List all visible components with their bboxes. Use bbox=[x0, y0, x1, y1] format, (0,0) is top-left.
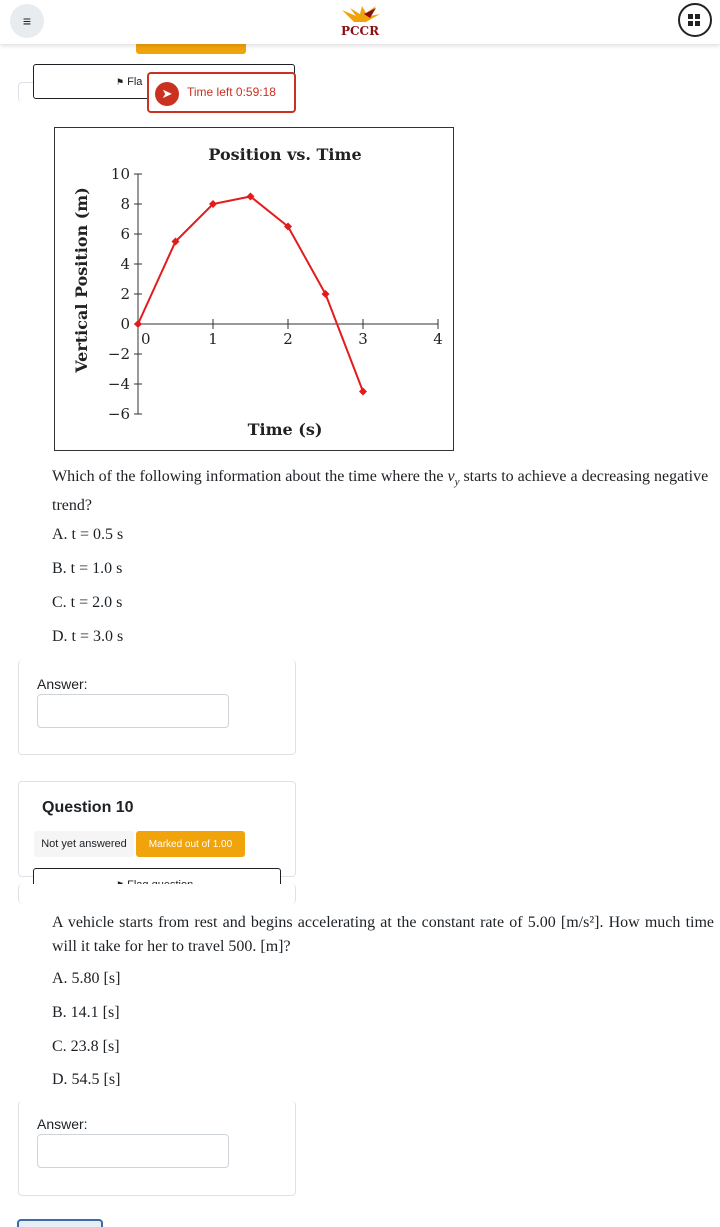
y-tick-label: 2 bbox=[120, 285, 130, 303]
x-zero-label: 0 bbox=[141, 330, 151, 348]
q10-content-card bbox=[18, 884, 296, 904]
q9-text-after: starts to achieve a decreasing negative trend? bbox=[52, 468, 709, 515]
q9-option-c: C. t = 2.0 s bbox=[52, 594, 123, 611]
timer-box bbox=[147, 72, 296, 113]
top-navbar bbox=[0, 0, 720, 44]
logo-text: PCCR bbox=[340, 24, 380, 38]
quiz-navigation-icon[interactable] bbox=[678, 3, 712, 37]
q10-option-d: D. 54.5 [s] bbox=[52, 1071, 121, 1088]
chart-ylabel: Vertical Position (m) bbox=[72, 187, 91, 373]
x-tick-label: 3 bbox=[358, 330, 368, 348]
chart-xlabel: Time (s) bbox=[247, 420, 323, 439]
q9-option-a: A. t = 0.5 s bbox=[52, 526, 124, 543]
q10-option-b: B. 14.1 [s] bbox=[52, 1004, 120, 1021]
chart-title: Position vs. Time bbox=[208, 145, 362, 164]
site-logo[interactable] bbox=[336, 4, 386, 40]
y-tick-label: −2 bbox=[107, 345, 130, 363]
y-tick-label: 0 bbox=[120, 315, 130, 333]
y-tick-label: 8 bbox=[120, 195, 130, 213]
q10-option-a: A. 5.80 [s] bbox=[52, 970, 121, 987]
q10-marks-badge: Marked out of 1.00 bbox=[136, 831, 245, 857]
phoenix-logo-icon bbox=[336, 4, 384, 26]
q9-option-d: D. t = 3.0 s bbox=[52, 628, 124, 645]
x-tick-label: 2 bbox=[283, 330, 293, 348]
q9-option-b: B. t = 1.0 s bbox=[52, 560, 123, 577]
flag-icon: ⚑ bbox=[116, 77, 125, 87]
y-tick-label: −4 bbox=[107, 375, 130, 393]
q10-answer-input[interactable] bbox=[37, 1134, 229, 1168]
q10-answer-label: Answer: bbox=[37, 1116, 88, 1132]
y-tick-label: 10 bbox=[110, 165, 130, 183]
menu-icon[interactable]: ≡ bbox=[10, 4, 44, 38]
y-tick-label: −6 bbox=[107, 405, 130, 423]
q10-question-text: A vehicle starts from rest and begins accelerating at the constant rate of 5.00 [m/s²]. How much time will it take for her to travel 500. [m]? bbox=[52, 914, 714, 955]
data-point bbox=[359, 388, 367, 396]
timer-icon: ➤ bbox=[155, 82, 179, 106]
x-tick-label: 4 bbox=[433, 330, 443, 348]
q9-answer-input[interactable] bbox=[37, 694, 229, 728]
q10-info-card bbox=[18, 781, 296, 877]
timer-text: Time left 0:59:18 bbox=[187, 85, 276, 99]
q10-option-c: C. 23.8 [s] bbox=[52, 1038, 120, 1055]
q9-text-before: Which of the following information about the time where the bbox=[52, 468, 448, 485]
q9-flag-label: Fla bbox=[127, 76, 143, 88]
position-time-chart bbox=[54, 127, 454, 451]
y-tick-label: 4 bbox=[120, 255, 130, 273]
data-point bbox=[134, 320, 142, 328]
q9-question-text bbox=[52, 465, 714, 518]
x-tick-label: 1 bbox=[208, 330, 218, 348]
data-point bbox=[322, 290, 330, 298]
q9-answer-label: Answer: bbox=[37, 676, 88, 692]
q9-v-symbol: v bbox=[447, 468, 455, 485]
q9-v-sub: y bbox=[454, 476, 460, 489]
q10-title: Question 10 bbox=[42, 799, 134, 816]
q10-status: Not yet answered bbox=[34, 831, 134, 857]
chart-svg bbox=[55, 128, 455, 452]
next-page-button[interactable] bbox=[17, 1219, 103, 1227]
y-tick-label: 6 bbox=[120, 225, 130, 243]
